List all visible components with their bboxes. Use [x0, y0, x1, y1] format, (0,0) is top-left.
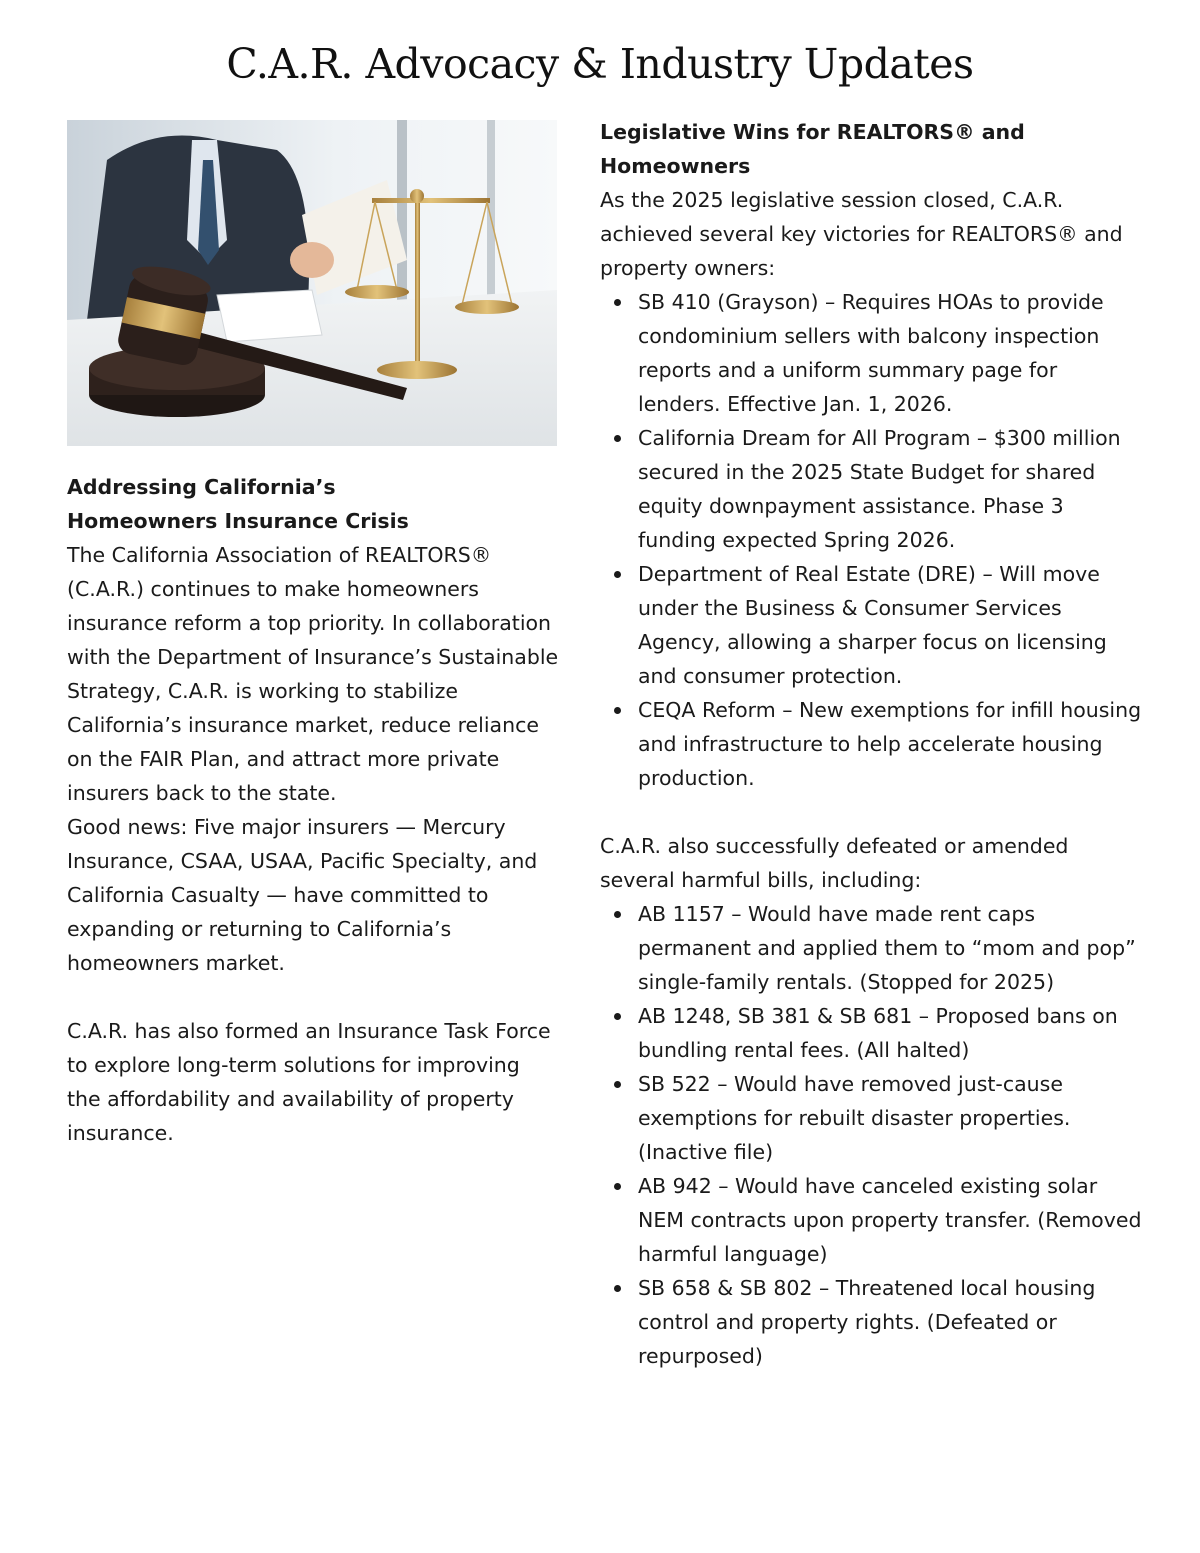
legislative-heading-line1: Legislative Wins for REALTORS® and	[600, 120, 1025, 144]
insurance-paragraph-good-news: Good news: Five major insurers — Mercury Insurance, CSAA, USAA, Pacific Specialty, and California Casualty — have committed to expanding or returning to California’s homeowners market.	[67, 815, 538, 975]
insurance-heading	[67, 470, 559, 538]
left-column	[67, 120, 559, 1150]
list-item: AB 1157 – Would have made rent caps permanent and applied them to “mom and pop” single-family rentals. (Stopped for 2025)	[638, 897, 1145, 999]
list-item: SB 658 & SB 802 – Threatened local housing control and property rights. (Defeated or repurposed)	[638, 1271, 1145, 1373]
legislative-intro: As the 2025 legislative session closed, C.A.R. achieved several key victories for REALTORS® and property owners:	[600, 188, 1123, 280]
list-item: Department of Real Estate (DRE) – Will move under the Business & Consumer Services Agency, allowing a sharper focus on licensing and consumer protection.	[638, 557, 1145, 693]
list-item: SB 522 – Would have removed just-cause exemptions for rebuilt disaster properties. (Inactive file)	[638, 1067, 1145, 1169]
list-item: CEQA Reform – New exemptions for infill housing and infrastructure to help accelerate housing production.	[638, 693, 1145, 795]
legislative-heading	[600, 115, 1145, 183]
gavel-scales-photo	[67, 120, 557, 446]
wins-list	[600, 285, 1145, 795]
defeated-bills-list	[600, 897, 1145, 1373]
list-item: AB 1248, SB 381 & SB 681 – Proposed bans on bundling rental fees. (All halted)	[638, 999, 1145, 1067]
right-column	[600, 115, 1145, 1373]
insurance-heading-line2: Homeowners Insurance Crisis	[67, 509, 409, 533]
legislative-heading-line2: Homeowners	[600, 154, 751, 178]
insurance-heading-line1: Addressing California’s	[67, 475, 336, 499]
list-item: California Dream for All Program – $300 million secured in the 2025 State Budget for shared equity downpayment assistance. Phase 3 funding expected Spring 2026.	[638, 421, 1145, 557]
insurance-paragraph-reform: The California Association of REALTORS® (C.A.R.) continues to make homeowners insurance reform a top priority. In collaboration with the Department of Insurance’s Sustainable Strategy, C.A.R. is working to stabilize California’s insurance market, reduce reliance on the FAIR Plan, and attract more private insurers back to the state.	[67, 543, 559, 805]
page-title: C.A.R. Advocacy & Industry Updates	[226, 40, 974, 88]
list-item: AB 942 – Would have canceled existing solar NEM contracts upon property transfer. (Removed harmful language)	[638, 1169, 1145, 1271]
defeated-intro: C.A.R. also successfully defeated or amended several harmful bills, including:	[600, 834, 1069, 892]
insurance-paragraph-task-force: C.A.R. has also formed an Insurance Task Force to explore long-term solutions for improving the affordability and availability of property insurance.	[67, 1019, 551, 1145]
list-item: SB 410 (Grayson) – Requires HOAs to provide condominium sellers with balcony inspection reports and a uniform summary page for lenders. Effective Jan. 1, 2026.	[638, 285, 1145, 421]
